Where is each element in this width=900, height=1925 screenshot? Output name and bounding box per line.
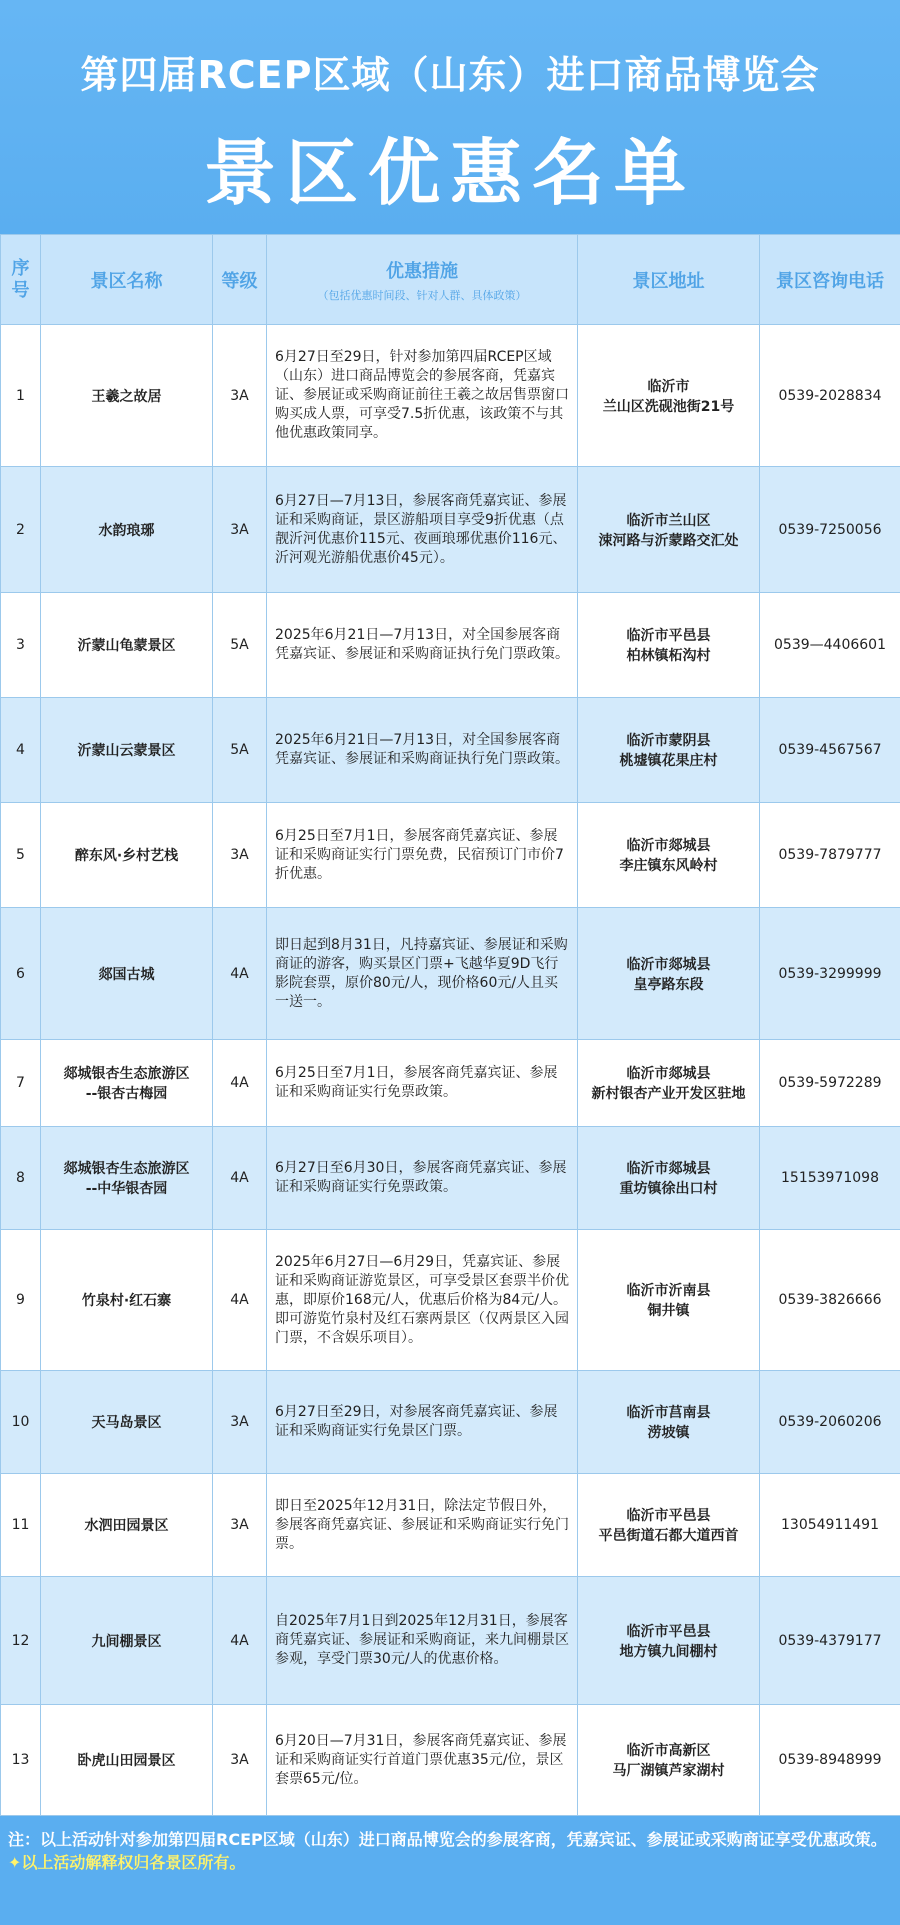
col-header-phone: 景区咨询电话 [760,235,900,325]
row-number: 9 [1,1230,41,1371]
col-header-promo [267,235,578,325]
scenic-level: 3A [213,325,267,467]
scenic-phone: 0539-2060206 [760,1371,900,1474]
page-header [0,0,900,234]
row-number: 8 [1,1127,41,1230]
footer-note [0,1816,900,1925]
table-header-row [1,235,900,325]
scenic-name: 水韵琅琊 [41,467,213,593]
scenic-phone: 0539-3299999 [760,908,900,1040]
footer-note-text: 注：以上活动针对参加第四届RCEP区域（山东）进口商品博览会的参展客商，凭嘉宾证、参展证或采购商证享受优惠政策。 [8,1828,890,1851]
scenic-level: 3A [213,467,267,593]
scenic-level: 3A [213,1705,267,1816]
scenic-address: 临沂市兰山区 涑河路与沂蒙路交汇处 [578,467,760,593]
scenic-level: 5A [213,593,267,698]
col-header-level: 等级 [213,235,267,325]
promotion-text: 6月27日至29日，对参展客商凭嘉宾证、参展证和采购商证实行免景区门票。 [267,1371,578,1474]
scenic-address: 临沂市郯城县 重坊镇徐出口村 [578,1127,760,1230]
row-number: 5 [1,803,41,908]
scenic-level: 4A [213,1127,267,1230]
scenic-phone: 0539-7879777 [760,803,900,908]
star-icon: ✦ [8,1853,21,1872]
scenic-address: 临沂市 兰山区洗砚池街21号 [578,325,760,467]
promotion-text: 6月27日至29日，针对参加第四届RCEP区域（山东）进口商品博览会的参展客商，凭嘉宾证、参展证或采购商证前往王羲之故居售票窗口购买成人票，可享受7.5折优惠，该政策不与其他优惠政策同享。 [267,325,578,467]
scenic-phone: 0539-3826666 [760,1230,900,1371]
scenic-name: 王羲之故居 [41,325,213,467]
table-row [1,1127,900,1230]
col-header-no-label: 序号 [10,258,32,302]
scenic-address: 临沂市平邑县 地方镇九间棚村 [578,1577,760,1705]
table-row [1,698,900,803]
scenic-phone: 13054911491 [760,1474,900,1577]
scenic-phone: 0539-5972289 [760,1040,900,1127]
scenic-name: 卧虎山田园景区 [41,1705,213,1816]
scenic-name: 郯城银杏生态旅游区 --中华银杏园 [41,1127,213,1230]
scenic-address: 临沂市平邑县 柏林镇柘沟村 [578,593,760,698]
promotion-text: 6月25日至7月1日，参展客商凭嘉宾证、参展证和采购商证实行免票政策。 [267,1040,578,1127]
promotion-text: 即日起到8月31日，凡持嘉宾证、参展证和采购商证的游客，购买景区门票+飞越华夏9D飞行影院套票，原价80元/人，现价格60元/人且买一送一。 [267,908,578,1040]
scenic-name: 沂蒙山龟蒙景区 [41,593,213,698]
table-row [1,1230,900,1371]
scenic-level: 3A [213,1474,267,1577]
table-row [1,1577,900,1705]
scenic-address: 临沂市蒙阴县 桃墟镇花果庄村 [578,698,760,803]
scenic-phone: 0539-7250056 [760,467,900,593]
row-number: 3 [1,593,41,698]
scenic-name: 郯城银杏生态旅游区 --银杏古梅园 [41,1040,213,1127]
row-number: 4 [1,698,41,803]
row-number: 6 [1,908,41,1040]
row-number: 1 [1,325,41,467]
row-number: 12 [1,1577,41,1705]
scenic-address: 临沂市高新区 马厂湖镇芦家湖村 [578,1705,760,1816]
scenic-level: 4A [213,1230,267,1371]
col-header-name: 景区名称 [41,235,213,325]
scenic-address: 临沂市平邑县 平邑街道石都大道西首 [578,1474,760,1577]
promotion-text: 2025年6月27日—6月29日，凭嘉宾证、参展证和采购商证游览景区，可享受景区套票半价优惠，即原价168元/人，优惠后价格为84元/人。即可游览竹泉村及红石寨两景区（仅两景区入园门票，不含娱乐项目）。 [267,1230,578,1371]
scenic-name: 水泗田园景区 [41,1474,213,1577]
scenic-address: 临沂市郯城县 李庄镇东风岭村 [578,803,760,908]
table-row [1,467,900,593]
scenic-name: 天马岛景区 [41,1371,213,1474]
scenic-phone: 0539-2028834 [760,325,900,467]
row-number: 11 [1,1474,41,1577]
table-row [1,593,900,698]
col-header-promo-note: （包括优惠时间段、针对人群、具体政策） [271,287,573,303]
col-header-no [1,235,41,325]
footer-rights [8,1851,890,1874]
table-row [1,1474,900,1577]
promotion-text: 6月25日至7月1日，参展客商凭嘉宾证、参展证和采购商证实行门票免费，民宿预订门市价7折优惠。 [267,803,578,908]
promotion-text: 6月27日至6月30日，参展客商凭嘉宾证、参展证和采购商证实行免票政策。 [267,1127,578,1230]
scenic-address: 临沂市莒南县 涝坡镇 [578,1371,760,1474]
page-title: 景区优惠名单 [0,115,900,219]
footer-rights-text: 以上活动解释权归各景区所有。 [21,1853,245,1872]
scenic-phone: 0539-4567567 [760,698,900,803]
scenic-discount-table [0,234,900,1816]
scenic-name: 九间棚景区 [41,1577,213,1705]
promotion-text: 2025年6月21日—7月13日，对全国参展客商凭嘉宾证、参展证和采购商证执行免门票政策。 [267,698,578,803]
promotion-text: 2025年6月21日—7月13日，对全国参展客商凭嘉宾证、参展证和采购商证执行免门票政策。 [267,593,578,698]
scenic-name: 沂蒙山云蒙景区 [41,698,213,803]
scenic-level: 4A [213,1577,267,1705]
scenic-address: 临沂市郯城县 皇亭路东段 [578,908,760,1040]
table-row [1,1371,900,1474]
table-row [1,1705,900,1816]
promotion-text: 6月20日—7月31日，参展客商凭嘉宾证、参展证和采购商证实行首道门票优惠35元/位，景区套票65元/位。 [267,1705,578,1816]
table-row [1,803,900,908]
expo-title: 第四届RCEP区域（山东）进口商品博览会 [0,0,900,99]
promotion-text: 6月27日—7月13日，参展客商凭嘉宾证、参展证和采购商证，景区游船项目享受9折优惠（点靓沂河优惠价115元、夜画琅琊优惠价116元、沂河观光游船优惠价45元）。 [267,467,578,593]
row-number: 2 [1,467,41,593]
table-row [1,1040,900,1127]
scenic-name: 醉东风·乡村艺栈 [41,803,213,908]
promotion-text: 即日至2025年12月31日，除法定节假日外，参展客商凭嘉宾证、参展证和采购商证实行免门票。 [267,1474,578,1577]
scenic-level: 4A [213,908,267,1040]
scenic-level: 4A [213,1040,267,1127]
scenic-level: 5A [213,698,267,803]
scenic-phone: 15153971098 [760,1127,900,1230]
table-row [1,325,900,467]
promotion-text: 自2025年7月1日到2025年12月31日，参展客商凭嘉宾证、参展证和采购商证，来九间棚景区参观，享受门票30元/人的优惠价格。 [267,1577,578,1705]
scenic-address: 临沂市沂南县 铜井镇 [578,1230,760,1371]
row-number: 13 [1,1705,41,1816]
scenic-level: 3A [213,1371,267,1474]
row-number: 10 [1,1371,41,1474]
scenic-phone: 0539-8948999 [760,1705,900,1816]
scenic-address: 临沂市郯城县 新村银杏产业开发区驻地 [578,1040,760,1127]
col-header-addr: 景区地址 [578,235,760,325]
table-row [1,908,900,1040]
scenic-level: 3A [213,803,267,908]
row-number: 7 [1,1040,41,1127]
col-header-promo-label: 优惠措施 [386,261,458,282]
scenic-phone: 0539-4379177 [760,1577,900,1705]
scenic-name: 竹泉村·红石寨 [41,1230,213,1371]
scenic-name: 郯国古城 [41,908,213,1040]
scenic-phone: 0539—4406601 [760,593,900,698]
